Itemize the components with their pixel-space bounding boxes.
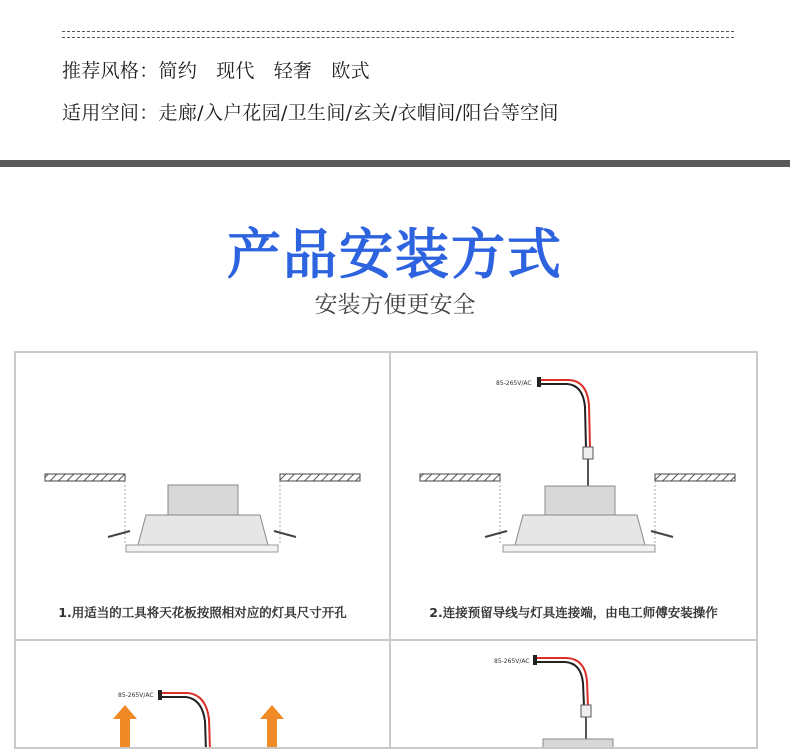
black-wire xyxy=(162,697,206,749)
space-values: 走廊/入户花园/卫生间/玄关/衣帽间/阳台等空间 xyxy=(158,102,559,124)
voltage-label: 85-265V/AC xyxy=(496,380,532,387)
red-wire xyxy=(541,380,590,449)
downlight-body xyxy=(515,515,645,545)
downlight-driver xyxy=(543,739,613,749)
spring-clip-left xyxy=(108,531,130,537)
step-4-illustration xyxy=(391,641,758,749)
downlight-driver xyxy=(545,486,615,515)
wire-end-cap xyxy=(537,377,541,387)
style-values: 简约 现代 轻奢 欧式 xyxy=(158,60,370,82)
ceiling-right xyxy=(655,474,735,481)
downlight-body xyxy=(138,515,268,545)
voltage-label: 85-265V/AC xyxy=(118,692,154,699)
spring-clip-right xyxy=(274,531,296,537)
section-title: 产品安装方式 xyxy=(227,223,563,286)
section-subtitle: 安装方便更安全 xyxy=(314,292,476,318)
black-wire xyxy=(541,384,586,449)
step-1-illustration xyxy=(16,353,391,641)
style-label: 推荐风格： xyxy=(62,60,159,82)
up-arrow-icon xyxy=(260,705,284,749)
step-3-illustration xyxy=(16,641,391,749)
step-2-caption: 2.连接预留导线与灯具连接端，由电工师傅安装操作 xyxy=(429,605,718,620)
black-wire xyxy=(537,662,584,707)
step-4-panel xyxy=(389,639,758,749)
wire-end-cap xyxy=(533,655,537,665)
step-3-panel xyxy=(14,639,391,749)
voltage-label: 85-265V/AC xyxy=(494,658,530,665)
wire-connector xyxy=(581,705,591,717)
ceiling-right xyxy=(280,474,360,481)
step-1-panel xyxy=(14,351,391,641)
downlight-trim xyxy=(126,545,278,552)
ceiling-left xyxy=(45,474,125,481)
red-wire xyxy=(537,658,588,707)
spring-clip-left xyxy=(485,531,507,537)
wire-end-cap xyxy=(158,690,162,700)
recommended-style-row xyxy=(62,56,370,83)
red-wire xyxy=(162,693,210,749)
ceiling-left xyxy=(420,474,500,481)
section-divider-bar xyxy=(0,160,790,167)
downlight-trim xyxy=(503,545,655,552)
step-2-panel xyxy=(389,351,758,641)
step-2-illustration xyxy=(391,353,758,641)
up-arrow-icon xyxy=(113,705,137,749)
downlight-driver xyxy=(168,485,238,515)
applicable-space-row xyxy=(62,98,559,125)
spring-clip-right xyxy=(651,531,673,537)
wire-connector xyxy=(583,447,593,459)
space-label: 适用空间： xyxy=(62,102,159,124)
dashed-divider xyxy=(62,31,734,38)
step-1-caption: 1.用适当的工具将天花板按照相对应的灯具尺寸开孔 xyxy=(58,605,347,620)
